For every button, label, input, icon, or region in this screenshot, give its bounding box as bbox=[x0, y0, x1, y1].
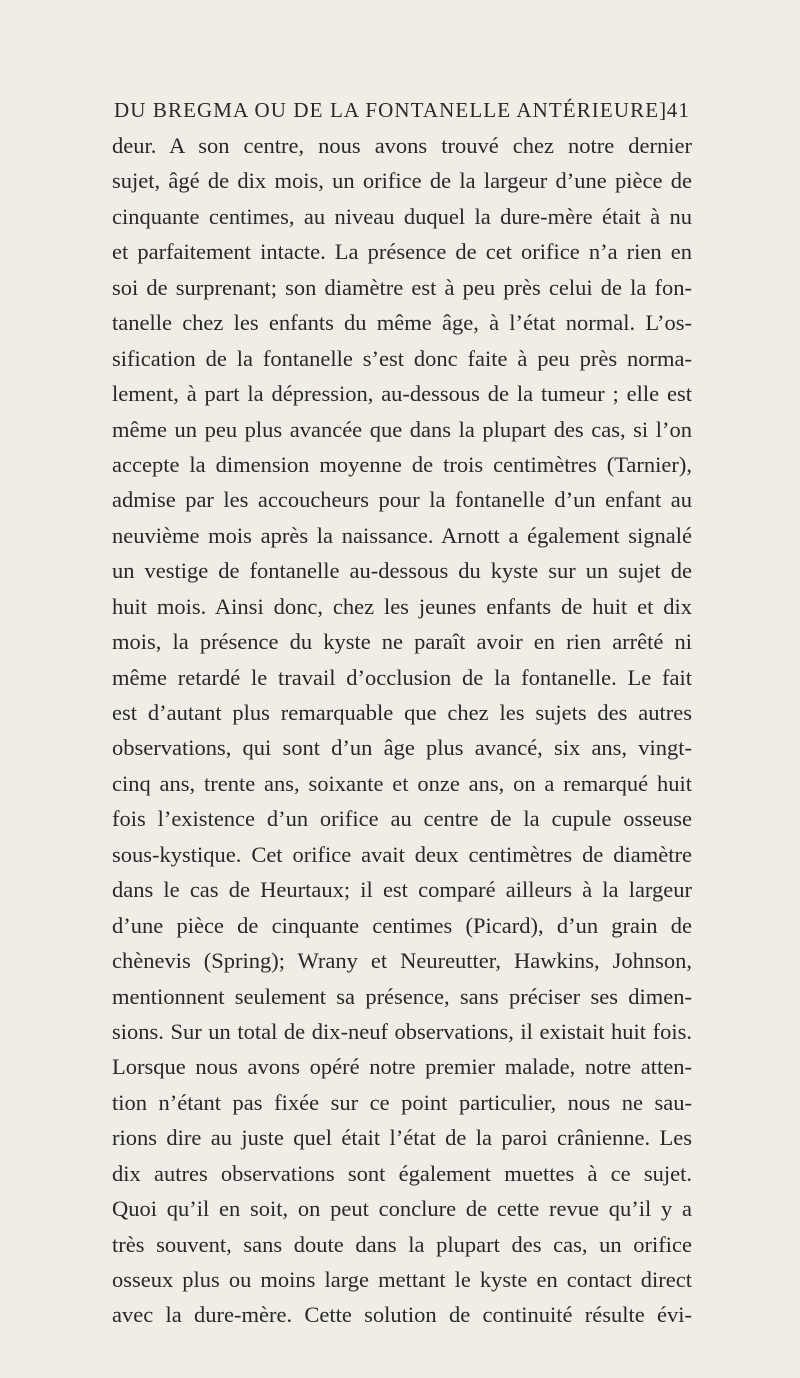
text-line: tion n’étant pas fixée sur ce point particulier, nous ne sau- bbox=[112, 1089, 692, 1115]
text-line: sous-kystique. Cet orifice avait deux centimètres de diamètre bbox=[112, 841, 692, 867]
text-line: lement, à part la dépression, au-dessous de la tumeur ; elle est bbox=[112, 381, 692, 407]
text-line: cinq ans, trente ans, soixante et onze ans, on a remarqué huit bbox=[112, 770, 692, 796]
text-line: même un peu plus avancée que dans la plupart des cas, si l’on bbox=[112, 416, 692, 442]
text-line: neuvième mois après la naissance. Arnott a également signalé bbox=[112, 522, 692, 548]
text-line: chènevis (Spring); Wrany et Neureutter, Hawkins, Johnson, bbox=[112, 948, 692, 974]
text-line: huit mois. Ainsi donc, chez les jeunes enfants de huit et dix bbox=[112, 593, 692, 619]
text-line: sions. Sur un total de dix-neuf observations, il existait huit fois. bbox=[112, 1018, 692, 1044]
text-line: sification de la fontanelle s’est donc faite à peu près norma- bbox=[112, 345, 692, 371]
text-line: deur. A son centre, nous avons trouvé chez notre dernier bbox=[112, 133, 692, 158]
text-line: observations, qui sont d’un âge plus avancé, six ans, vingt- bbox=[112, 735, 692, 761]
text-line: Lorsque nous avons opéré notre premier malade, notre atten- bbox=[112, 1054, 692, 1080]
running-header bbox=[114, 98, 690, 128]
text-line: soi de surprenant; son diamètre est à peu près celui de la fon- bbox=[112, 274, 692, 300]
text-line: d’une pièce de cinquante centimes (Picard), d’un grain de bbox=[112, 912, 692, 938]
text-line: admise par les accoucheurs pour la fontanelle d’un enfant au bbox=[112, 487, 692, 513]
text-line: rions dire au juste quel était l’état de la paroi crânienne. Les bbox=[112, 1125, 692, 1151]
text-line: un vestige de fontanelle au-dessous du kyste sur un sujet de bbox=[112, 558, 692, 584]
page-number: 41 bbox=[666, 98, 690, 122]
text-line: fois l’existence d’un orifice au centre de la cupule osseuse bbox=[112, 806, 692, 832]
text-line: sujet, âgé de dix mois, un orifice de la largeur d’une pièce de bbox=[112, 168, 692, 194]
text-line: et parfaitement intacte. La présence de cet orifice n’a rien en bbox=[112, 239, 692, 265]
text-line: cinquante centimes, au niveau duquel la dure-mère était à nu bbox=[112, 203, 692, 229]
text-line: Quoi qu’il en soit, on peut conclure de cette revue qu’il y a bbox=[112, 1196, 692, 1222]
text-line: mentionnent seulement sa présence, sans préciser ses dimen- bbox=[112, 983, 692, 1009]
text-line: tanelle chez les enfants du même âge, à l’état normal. L’os- bbox=[112, 310, 692, 336]
text-line: très souvent, sans doute dans la plupart des cas, un orifice bbox=[112, 1231, 692, 1257]
text-line: dans le cas de Heurtaux; il est comparé ailleurs à la largeur bbox=[112, 877, 692, 903]
running-title: DU BREGMA OU DE LA FONTANELLE ANTÉRIEURE] bbox=[114, 98, 668, 122]
text-line: même retardé le travail d’occlusion de la fontanelle. Le fait bbox=[112, 664, 692, 690]
text-line: mois, la présence du kyste ne paraît avoir en rien arrêté ni bbox=[112, 629, 692, 655]
text-line: dix autres observations sont également muettes à ce sujet. bbox=[112, 1160, 692, 1186]
text-line: avec la dure-mère. Cette solution de continuité résulte évi- bbox=[112, 1302, 692, 1328]
text-line: osseux plus ou moins large mettant le kyste en contact direct bbox=[112, 1267, 692, 1292]
text-line: accepte la dimension moyenne de trois centimètres (Tarnier), bbox=[112, 451, 692, 477]
text-line: est d’autant plus remarquable que chez les sujets des autres bbox=[112, 700, 692, 725]
body-text bbox=[112, 128, 692, 1333]
